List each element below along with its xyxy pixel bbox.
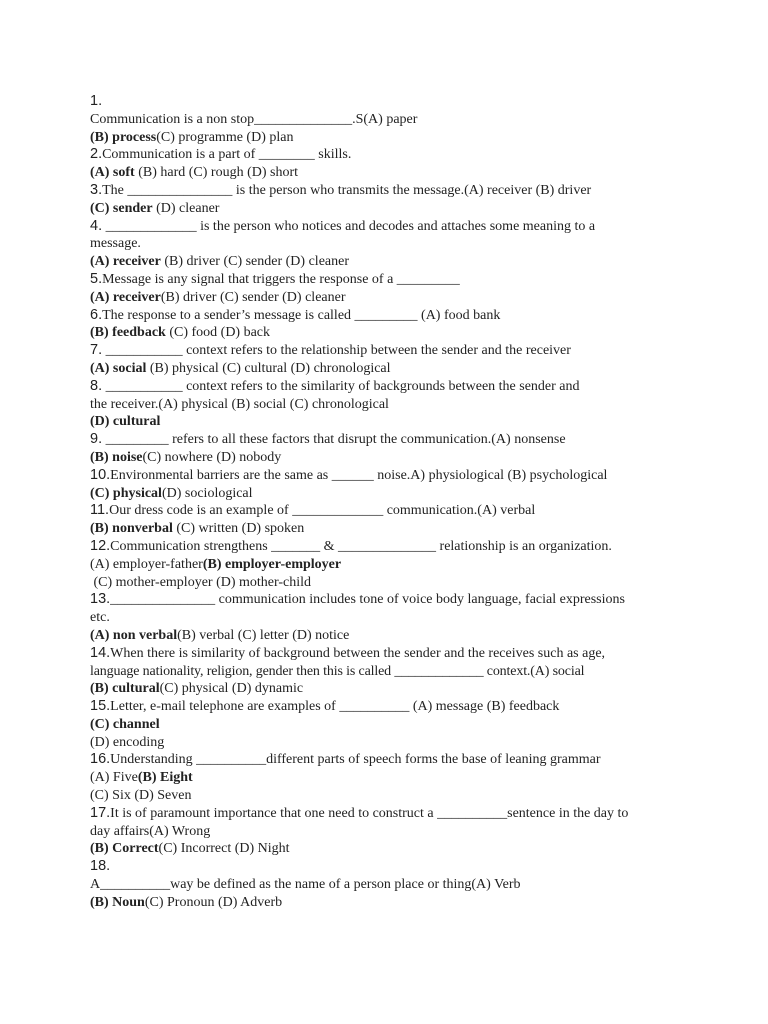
correct-answer: (C) channel [90,716,160,732]
answer-options: (A) non verbal(B) verbal (C) letter (D) notice [90,627,350,643]
answer-options: (C) sender (D) cleaner [90,200,220,216]
question-stem: 9. _________ refers to all these factors that disrupt the communication.(A) nonsense [90,431,566,448]
question-stem: 8. ___________ context refers to the similarity of backgrounds between the sender and [90,377,580,394]
correct-answer: (B) employer-employer [202,556,342,572]
correct-answer: (A) receiver [90,254,161,270]
correct-answer: (B) Eight [137,770,193,786]
answer-options [90,716,690,734]
answer-options: (C) physical(D) sociological [90,485,253,501]
answer-options: (A) soft (B) hard (C) rough (D) short [90,165,299,181]
answer-options: (A) Five(B) Eight [90,770,193,786]
question-stem: 11.Our dress code is an example of _____________ communication.(A) verbal [90,502,536,519]
answer-options: (A) social (B) physical (C) cultural (D) chronological [90,360,391,376]
question-stem-continued: the receiver.(A) physical (B) social (C) chronological [90,396,389,412]
question-stem: 12.Communication strengthens _______ & ______________ relationship is an organization. [90,537,612,554]
correct-answer: (B) feedback [90,325,166,341]
question-stem: A__________way be defined as the name of a person place or thing(A) Verb [90,877,521,893]
question-stem-continued: language nationality, religion, gender then this is called _____________ context.(A) social [90,663,585,679]
answer-options: (B) noise(C) nowhere (D) nobody [90,449,282,465]
correct-answer: (B) Correct [90,841,159,857]
answer-options: (B) cultural(C) physical (D) dynamic [90,681,304,697]
question-stem: 13._______________ communication includes tone of voice body language, facial expressions [90,591,625,608]
correct-answer: (B) process [90,129,157,145]
answer-options: (B) nonverbal (C) written (D) spoken [90,521,305,537]
answer-options [90,413,690,431]
question-stem: 15.Letter, e-mail telephone are examples of __________ (A) message (B) feedback [90,698,560,715]
answer-options: (A) receiver (B) driver (C) sender (D) cleaner [90,254,349,270]
correct-answer: (A) social [90,360,147,376]
question-stem: 3.The _______________ is the person who transmits the message.(A) receiver (B) driver [90,181,592,198]
answer-options-continued: (C) mother-employer (D) mother-child [90,574,312,590]
question-stem: 4. _____________ is the person who notices and decodes and attaches some meaning to a [90,217,596,234]
answer-options: (A) receiver(B) driver (C) sender (D) cleaner [90,289,346,305]
answer-options: (B) feedback (C) food (D) back [90,325,271,341]
question-stem: 16.Understanding __________different parts of speech forms the base of leaning grammar [90,751,601,768]
correct-answer: (B) nonverbal [90,521,173,537]
correct-answer: (A) non verbal [90,627,178,643]
correct-answer: (B) cultural [90,681,160,697]
correct-answer: (C) sender [90,200,153,216]
question-stem: 5.Message is any signal that triggers the response of a _________ [90,270,460,287]
question-stem: 6.The response to a sender’s message is called _________ (A) food bank [90,306,501,323]
question-stem: 7. ___________ context refers to the relationship between the sender and the receiver [90,342,571,359]
question-number: 1. [90,93,103,109]
question-stem: 17.It is of paramount importance that one need to construct a __________sentence in the day to [90,804,629,821]
question-stem-continued: day affairs(A) Wrong [90,823,211,839]
question-number: 18. [90,858,111,875]
answer-options-continued: (D) encoding [90,734,165,750]
correct-answer: (B) noise [90,449,143,465]
question-stem-continued: message. [90,236,141,252]
answer-options: (B) Correct(C) Incorrect (D) Night [90,841,290,857]
question-stem: Communication is a non stop______________.S(A) paper [90,111,418,127]
question-stem: 10.Environmental barriers are the same as ______ noise.A) physiological (B) psychological [90,466,608,483]
answer-options: (B) Noun(C) Pronoun (D) Adverb [90,894,283,910]
question-stem: 14.When there is similarity of background between the sender and the receives such as age, [90,644,606,661]
correct-answer: (D) cultural [90,414,161,430]
correct-answer: (A) soft [90,165,135,181]
question-sheet [90,93,690,912]
correct-answer: (C) physical [90,485,162,501]
question-stem-continued: etc. [90,610,110,626]
correct-answer: (A) receiver [90,289,161,305]
answer-options: (B) process(C) programme (D) plan [90,129,294,145]
answer-options-continued: (C) Six (D) Seven [90,788,192,804]
correct-answer: (B) Noun [90,894,145,910]
answer-options: (A) employer-father(B) employer-employer [90,556,342,572]
question-stem: 2.Communication is a part of ________ skills. [90,146,352,163]
